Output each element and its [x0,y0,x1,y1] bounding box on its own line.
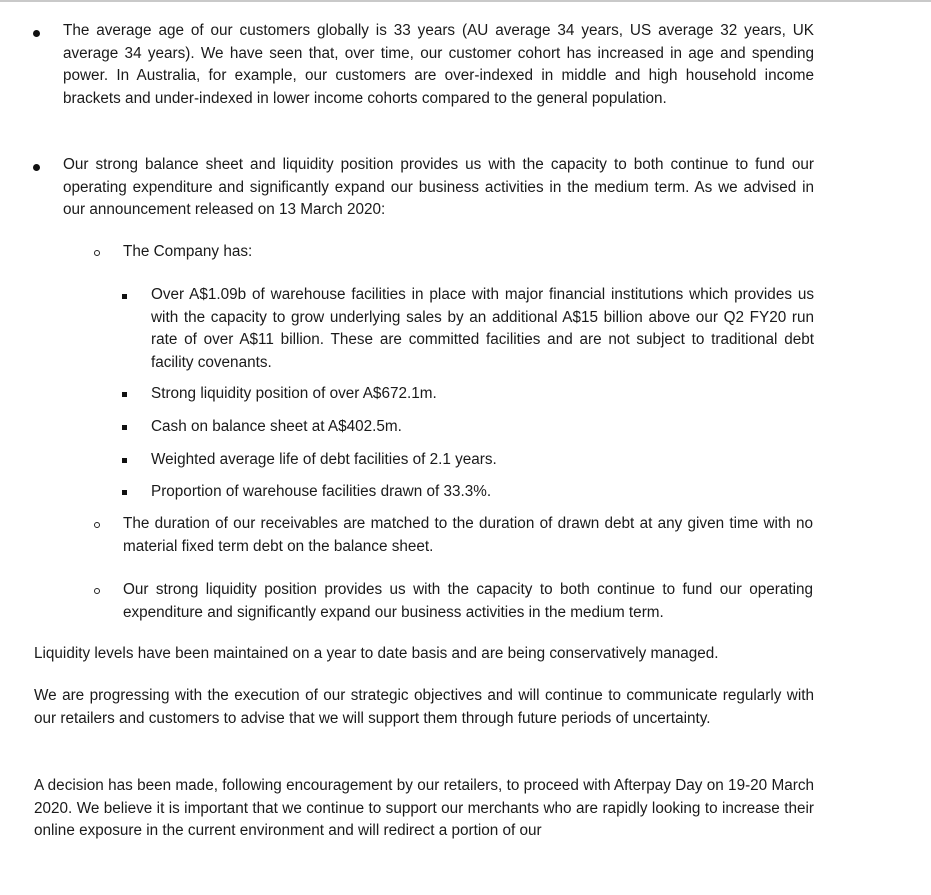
point-cash: Cash on balance sheet at A$402.5m. [151,418,402,435]
sub-item-liquidity-position: Our strong liquidity position provides us with the capacity to both continue to fund our operating expenditure and significantly expand our business activities in the medium term. [123,581,813,621]
square-bullet-icon [122,458,127,463]
bullet-balance-sheet: Our strong balance sheet and liquidity position provides us with the capacity to both continue to fund our operating expenditure and significantly expand our business activities in the medium term. As we advised in our announcement released on 13 March 2020: [63,156,814,218]
point-warehouse-facilities: Over A$1.09b of warehouse facilities in place with major financial institutions which provides us with the capacity to grow underlying sales by an additional A$15 billion above our Q2 FY20 run rate of over A$11 billion. These are committed facilities and are not subject to traditional debt facility covenants. [151,286,814,371]
paragraph-liquidity-levels: Liquidity levels have been maintained on a year to date basis and are being conservatively managed. [34,645,719,662]
sub-bullet-circle-icon [94,522,100,528]
bullet-dot-icon [33,30,40,37]
point-liquidity: Strong liquidity position of over A$672.1m. [151,385,437,402]
sub-bullet-circle-icon [94,588,100,594]
bullet-dot-icon [33,164,40,171]
paragraph-afterpay-day: A decision has been made, following encouragement by our retailers, to proceed with Afterpay Day on 19-20 March 2020. We believe it is important that we continue to support our merchants who are rapidly looking to increase their online exposure in the current environment and will redirect a portion of our [34,777,814,839]
square-bullet-icon [122,294,127,299]
square-bullet-icon [122,490,127,495]
square-bullet-icon [122,425,127,430]
bullet-customer-age: The average age of our customers globally is 33 years (AU average 34 years, US average 32 years, UK average 34 years). We have seen that, over time, our customer cohort has increased in age and spending power. In Australia, for example, our customers are over-indexed in middle and high household income brackets and under-indexed in lower income cohorts compared to the general population. [63,22,814,107]
sub-item-company-has: The Company has: [123,243,253,260]
point-debt-life: Weighted average life of debt facilities of 2.1 years. [151,451,497,468]
square-bullet-icon [122,392,127,397]
point-facilities-drawn: Proportion of warehouse facilities drawn of 33.3%. [151,483,492,500]
sub-item-receivables: The duration of our receivables are matched to the duration of drawn debt at any given time with no material fixed term debt on the balance sheet. [123,515,813,555]
sub-bullet-circle-icon [94,250,100,256]
paragraph-strategic-objectives: We are progressing with the execution of our strategic objectives and will continue to communicate regularly with our retailers and customers to advise that we will support them through future periods of uncertainty. [34,687,814,727]
